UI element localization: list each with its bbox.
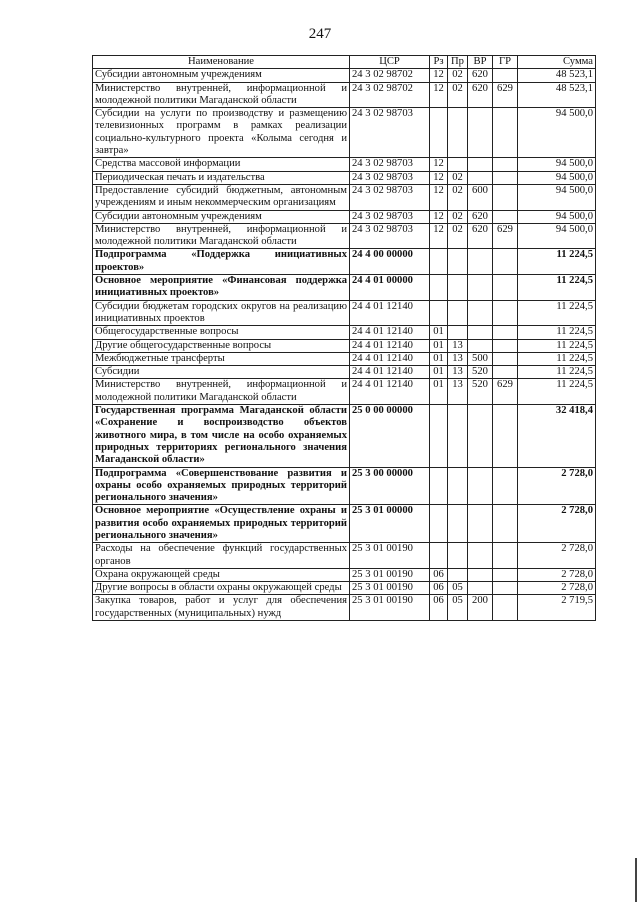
cell-gr bbox=[493, 275, 518, 301]
cell-name: Средства массовой информации bbox=[93, 158, 350, 171]
table-row bbox=[93, 108, 596, 158]
cell-pr bbox=[448, 326, 468, 339]
table-row bbox=[93, 582, 596, 595]
cell-name: Субсидии автономным учреждениям bbox=[93, 210, 350, 223]
cell-vr bbox=[468, 505, 493, 543]
cell-rz: 12 bbox=[430, 210, 448, 223]
cell-csr: 24 3 02 98703 bbox=[350, 171, 430, 184]
cell-sum: 11 224,5 bbox=[518, 379, 596, 405]
cell-pr: 02 bbox=[448, 82, 468, 108]
cell-sum: 94 500,0 bbox=[518, 210, 596, 223]
cell-name: Периодическая печать и издательства bbox=[93, 171, 350, 184]
cell-rz bbox=[430, 108, 448, 158]
table-row bbox=[93, 184, 596, 210]
cell-vr: 200 bbox=[468, 595, 493, 621]
cell-vr bbox=[468, 405, 493, 467]
header-gr: ГР bbox=[493, 56, 518, 69]
cell-csr: 25 3 00 00000 bbox=[350, 467, 430, 505]
cell-pr: 13 bbox=[448, 366, 468, 379]
table-row bbox=[93, 275, 596, 301]
cell-rz: 06 bbox=[430, 582, 448, 595]
cell-vr bbox=[468, 300, 493, 326]
cell-sum: 11 224,5 bbox=[518, 339, 596, 352]
cell-vr bbox=[468, 582, 493, 595]
cell-name: Основное мероприятие «Финансовая поддержка инициативных проектов» bbox=[93, 275, 350, 301]
cell-gr bbox=[493, 352, 518, 365]
header-csr: ЦСР bbox=[350, 56, 430, 69]
cell-pr bbox=[448, 158, 468, 171]
cell-pr bbox=[448, 405, 468, 467]
cell-pr bbox=[448, 249, 468, 275]
cell-name: Министерство внутренней, информационной и молодежной политики Магаданской области bbox=[93, 379, 350, 405]
cell-rz bbox=[430, 300, 448, 326]
cell-rz: 01 bbox=[430, 379, 448, 405]
cell-csr: 25 3 01 00190 bbox=[350, 595, 430, 621]
cell-vr: 520 bbox=[468, 379, 493, 405]
cell-gr bbox=[493, 339, 518, 352]
cell-gr bbox=[493, 543, 518, 569]
cell-pr: 13 bbox=[448, 379, 468, 405]
cell-gr: 629 bbox=[493, 82, 518, 108]
cell-name: Субсидии на услуги по производству и размещению телевизионных программ в рамках реализации социально-культурного проекта «Колыма сегодня и завтра» bbox=[93, 108, 350, 158]
cell-name: Предоставление субсидий бюджетным, автономным учреждениям и иным некоммерческим организациям bbox=[93, 184, 350, 210]
cell-rz: 12 bbox=[430, 82, 448, 108]
cell-gr bbox=[493, 171, 518, 184]
cell-pr: 13 bbox=[448, 339, 468, 352]
budget-table bbox=[92, 55, 596, 621]
header-name: Наименование bbox=[93, 56, 350, 69]
cell-pr: 02 bbox=[448, 171, 468, 184]
cell-name: Субсидии bbox=[93, 366, 350, 379]
cell-sum: 11 224,5 bbox=[518, 326, 596, 339]
cell-pr bbox=[448, 505, 468, 543]
cell-vr bbox=[468, 326, 493, 339]
cell-rz: 12 bbox=[430, 171, 448, 184]
table-row bbox=[93, 339, 596, 352]
cell-gr bbox=[493, 582, 518, 595]
cell-rz: 06 bbox=[430, 595, 448, 621]
cell-csr: 24 3 02 98702 bbox=[350, 82, 430, 108]
cell-sum: 2 728,0 bbox=[518, 467, 596, 505]
cell-gr bbox=[493, 249, 518, 275]
cell-sum: 94 500,0 bbox=[518, 171, 596, 184]
cell-pr: 02 bbox=[448, 184, 468, 210]
cell-sum: 11 224,5 bbox=[518, 352, 596, 365]
table-row bbox=[93, 326, 596, 339]
cell-csr: 24 4 01 12140 bbox=[350, 339, 430, 352]
cell-name: Субсидии бюджетам городских округов на реализацию инициативных проектов bbox=[93, 300, 350, 326]
cell-rz: 12 bbox=[430, 69, 448, 82]
table-row bbox=[93, 300, 596, 326]
cell-gr bbox=[493, 108, 518, 158]
header-sum: Сумма bbox=[518, 56, 596, 69]
cell-gr bbox=[493, 326, 518, 339]
cell-vr bbox=[468, 275, 493, 301]
cell-sum: 2 719,5 bbox=[518, 595, 596, 621]
cell-pr: 02 bbox=[448, 223, 468, 249]
cell-rz: 01 bbox=[430, 352, 448, 365]
scan-edge-mark bbox=[635, 858, 637, 902]
cell-sum: 48 523,1 bbox=[518, 69, 596, 82]
header-rz: Рз bbox=[430, 56, 448, 69]
cell-sum: 11 224,5 bbox=[518, 275, 596, 301]
cell-csr: 24 4 01 12140 bbox=[350, 300, 430, 326]
cell-csr: 24 4 01 12140 bbox=[350, 352, 430, 365]
cell-gr: 629 bbox=[493, 379, 518, 405]
cell-csr: 24 4 01 12140 bbox=[350, 366, 430, 379]
cell-name: Субсидии автономным учреждениям bbox=[93, 69, 350, 82]
table-header-row bbox=[93, 56, 596, 69]
cell-rz bbox=[430, 543, 448, 569]
cell-rz bbox=[430, 505, 448, 543]
table-row bbox=[93, 467, 596, 505]
page-number: 247 bbox=[308, 26, 332, 42]
cell-pr: 13 bbox=[448, 352, 468, 365]
cell-csr: 24 3 02 98703 bbox=[350, 108, 430, 158]
cell-csr: 24 4 01 00000 bbox=[350, 275, 430, 301]
cell-vr bbox=[468, 467, 493, 505]
cell-rz bbox=[430, 275, 448, 301]
table-row bbox=[93, 352, 596, 365]
cell-rz bbox=[430, 467, 448, 505]
cell-csr: 25 0 00 00000 bbox=[350, 405, 430, 467]
cell-pr: 05 bbox=[448, 582, 468, 595]
cell-sum: 94 500,0 bbox=[518, 223, 596, 249]
cell-name: Охрана окружающей среды bbox=[93, 568, 350, 581]
table-row bbox=[93, 223, 596, 249]
cell-gr bbox=[493, 505, 518, 543]
table-row bbox=[93, 171, 596, 184]
cell-rz: 12 bbox=[430, 184, 448, 210]
cell-name: Другие вопросы в области охраны окружающей среды bbox=[93, 582, 350, 595]
cell-sum: 2 728,0 bbox=[518, 505, 596, 543]
cell-vr: 620 bbox=[468, 82, 493, 108]
cell-pr bbox=[448, 275, 468, 301]
cell-csr: 24 3 02 98703 bbox=[350, 184, 430, 210]
cell-gr bbox=[493, 467, 518, 505]
header-pr: Пр bbox=[448, 56, 468, 69]
cell-sum: 48 523,1 bbox=[518, 82, 596, 108]
cell-sum: 94 500,0 bbox=[518, 158, 596, 171]
cell-sum: 94 500,0 bbox=[518, 184, 596, 210]
cell-gr: 629 bbox=[493, 223, 518, 249]
header-vr: ВР bbox=[468, 56, 493, 69]
cell-gr bbox=[493, 158, 518, 171]
cell-sum: 2 728,0 bbox=[518, 568, 596, 581]
cell-vr: 500 bbox=[468, 352, 493, 365]
table-row bbox=[93, 505, 596, 543]
cell-rz: 06 bbox=[430, 568, 448, 581]
cell-csr: 24 3 02 98703 bbox=[350, 210, 430, 223]
cell-name: Подпрограмма «Совершенствование развития и охраны особо охраняемых природных территорий регионального значения» bbox=[93, 467, 350, 505]
cell-csr: 24 4 01 12140 bbox=[350, 379, 430, 405]
cell-rz: 12 bbox=[430, 223, 448, 249]
cell-rz bbox=[430, 249, 448, 275]
table-row bbox=[93, 158, 596, 171]
cell-csr: 24 4 00 00000 bbox=[350, 249, 430, 275]
cell-sum: 94 500,0 bbox=[518, 108, 596, 158]
table-row bbox=[93, 543, 596, 569]
cell-gr bbox=[493, 366, 518, 379]
cell-name: Другие общегосударственные вопросы bbox=[93, 339, 350, 352]
table-row bbox=[93, 82, 596, 108]
table-row bbox=[93, 210, 596, 223]
cell-name: Министерство внутренней, информационной и молодежной политики Магаданской области bbox=[93, 82, 350, 108]
cell-gr bbox=[493, 210, 518, 223]
cell-gr bbox=[493, 69, 518, 82]
cell-vr bbox=[468, 249, 493, 275]
cell-csr: 24 4 01 12140 bbox=[350, 326, 430, 339]
cell-vr: 600 bbox=[468, 184, 493, 210]
cell-vr bbox=[468, 568, 493, 581]
table-row bbox=[93, 379, 596, 405]
cell-pr bbox=[448, 568, 468, 581]
cell-pr bbox=[448, 108, 468, 158]
cell-gr bbox=[493, 595, 518, 621]
cell-name: Общегосударственные вопросы bbox=[93, 326, 350, 339]
cell-name: Министерство внутренней, информационной и молодежной политики Магаданской области bbox=[93, 223, 350, 249]
cell-rz: 01 bbox=[430, 326, 448, 339]
cell-vr: 620 bbox=[468, 69, 493, 82]
cell-name: Основное мероприятие «Осуществление охраны и развития особо охраняемых природных территорий регионального значения» bbox=[93, 505, 350, 543]
cell-csr: 25 3 01 00000 bbox=[350, 505, 430, 543]
cell-csr: 25 3 01 00190 bbox=[350, 543, 430, 569]
cell-name: Подпрограмма «Поддержка инициативных проектов» bbox=[93, 249, 350, 275]
cell-rz: 12 bbox=[430, 158, 448, 171]
table-row bbox=[93, 249, 596, 275]
cell-sum: 32 418,4 bbox=[518, 405, 596, 467]
table-row bbox=[93, 568, 596, 581]
cell-pr: 05 bbox=[448, 595, 468, 621]
cell-gr bbox=[493, 568, 518, 581]
cell-name: Закупка товаров, работ и услуг для обеспечения государственных (муниципальных) нужд bbox=[93, 595, 350, 621]
table-body bbox=[93, 69, 596, 621]
cell-vr bbox=[468, 171, 493, 184]
table-row bbox=[93, 69, 596, 82]
table-row bbox=[93, 366, 596, 379]
cell-gr bbox=[493, 184, 518, 210]
cell-csr: 24 3 02 98702 bbox=[350, 69, 430, 82]
cell-vr: 620 bbox=[468, 210, 493, 223]
cell-name: Государственная программа Магаданской области «Сохранение и воспроизводство объектов животного мира, в том числе на особо охраняемых природных территориях регионального значения Магаданской области» bbox=[93, 405, 350, 467]
cell-sum: 2 728,0 bbox=[518, 543, 596, 569]
cell-vr bbox=[468, 108, 493, 158]
cell-vr bbox=[468, 158, 493, 171]
cell-vr: 520 bbox=[468, 366, 493, 379]
cell-rz: 01 bbox=[430, 366, 448, 379]
cell-csr: 24 3 02 98703 bbox=[350, 158, 430, 171]
cell-vr bbox=[468, 543, 493, 569]
cell-csr: 24 3 02 98703 bbox=[350, 223, 430, 249]
cell-pr: 02 bbox=[448, 210, 468, 223]
cell-rz: 01 bbox=[430, 339, 448, 352]
cell-sum: 11 224,5 bbox=[518, 300, 596, 326]
cell-sum: 11 224,5 bbox=[518, 249, 596, 275]
cell-vr bbox=[468, 339, 493, 352]
cell-csr: 25 3 01 00190 bbox=[350, 582, 430, 595]
cell-name: Расходы на обеспечение функций государственных органов bbox=[93, 543, 350, 569]
cell-gr bbox=[493, 300, 518, 326]
cell-csr: 25 3 01 00190 bbox=[350, 568, 430, 581]
cell-rz bbox=[430, 405, 448, 467]
cell-pr: 02 bbox=[448, 69, 468, 82]
cell-sum: 11 224,5 bbox=[518, 366, 596, 379]
cell-pr bbox=[448, 543, 468, 569]
cell-gr bbox=[493, 405, 518, 467]
cell-vr: 620 bbox=[468, 223, 493, 249]
cell-pr bbox=[448, 300, 468, 326]
table-row bbox=[93, 595, 596, 621]
cell-pr bbox=[448, 467, 468, 505]
cell-sum: 2 728,0 bbox=[518, 582, 596, 595]
table-row bbox=[93, 405, 596, 467]
cell-name: Межбюджетные трансферты bbox=[93, 352, 350, 365]
